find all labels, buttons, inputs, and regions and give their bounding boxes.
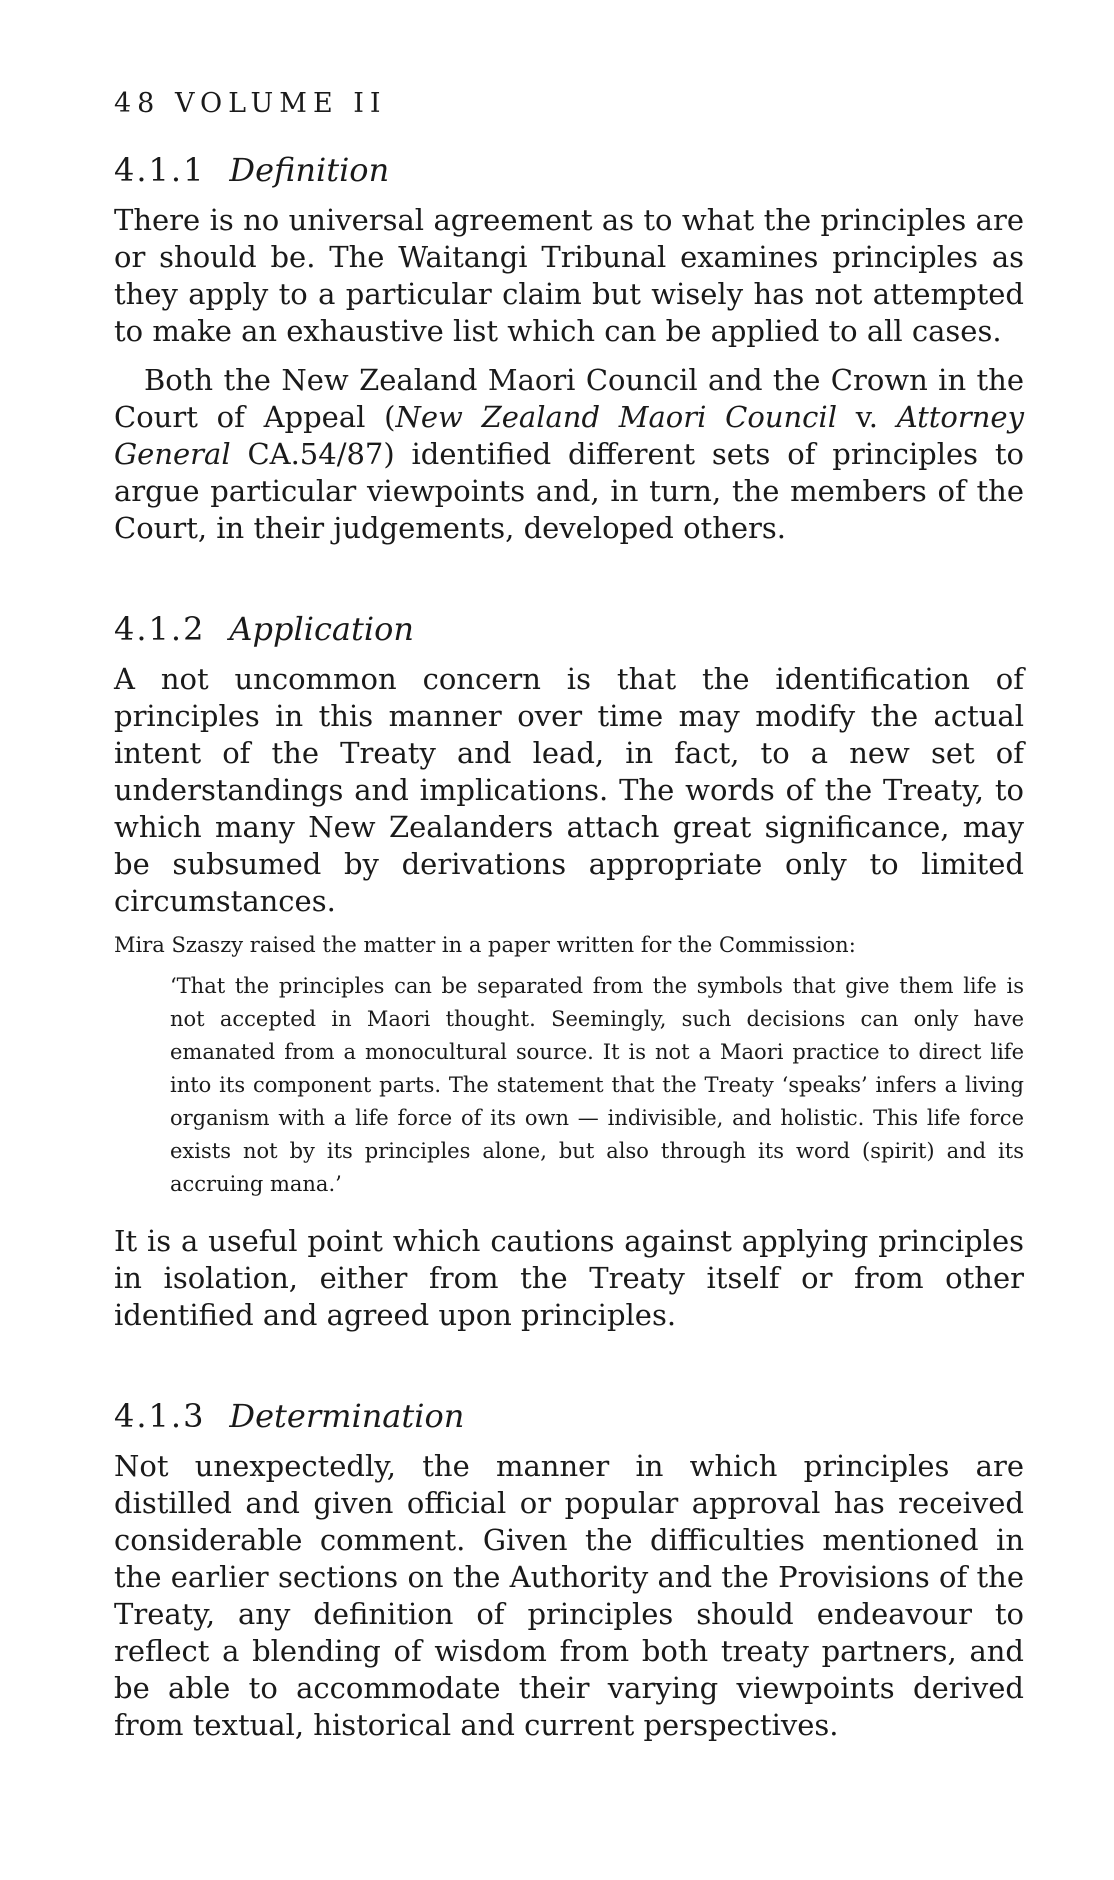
section-number: 4.1.2 [114, 610, 206, 648]
section-heading [114, 150, 1024, 190]
section-number: 4.1.1 [114, 151, 206, 189]
section-heading [114, 609, 1024, 649]
section-heading [114, 1396, 1024, 1436]
section-number: 4.1.3 [114, 1397, 206, 1435]
section-title: Determination [229, 1397, 465, 1435]
section-determination [114, 1396, 1024, 1744]
paragraph: There is no universal agreement as to what the principles are or should be. The Waitangi Tribunal examines principles as they apply to a particular claim but wisely has not attempted to make an exhaustive list which can be applied to all cases. [114, 203, 1024, 348]
section-application [114, 609, 1024, 1334]
section-definition [114, 150, 1024, 547]
paragraph-case-citation [114, 362, 1024, 547]
quote-intro: Mira Szaszy raised the matter in a paper written for the Commission: [114, 933, 856, 957]
paragraph: Not unexpectedly, the manner in which principles are distilled and given official or popular approval has received considerable comment. Given the difficulties mentioned in the earlier sections on the Authority and the Provisions of the Treaty, any definition of principles should endeavour to reflect a blending of wisdom from both treaty partners, and be able to accommodate their varying viewpoints derived from textual, historical and current perspectives. [114, 1449, 1024, 1742]
running-head: 48 VOLUME II [114, 88, 387, 119]
section-title: Application [229, 610, 414, 648]
case-party-a: New Zealand Maori Council [395, 400, 837, 434]
case-versus: v. [836, 400, 897, 434]
case-party-b: Attorney General [114, 400, 1024, 471]
block-quote: ‘That the principles can be separated from the symbols that give them life is not accepted in Maori thought. Seemingly, such decisions can only have emanated from a monocultural source. It is not a Maori practice to direct life into its component parts. The statement that the Treaty ‘speaks’ infers a living organism with a life force of its own — indivisible, and holistic. This life force exists not by its principles alone, but also through its word (spirit) and its accruing mana.’ [170, 974, 1024, 1196]
paragraph-text: Both the New Zealand Maori Council and the Crown in the Court of Appeal ( [114, 363, 1024, 434]
section-title: Definition [229, 151, 390, 189]
paragraph: It is a useful point which cautions against applying principles in isolation, either from the Treaty itself or from other identified and agreed upon principles. [114, 1224, 1024, 1332]
paragraph-text: CA.54/87) identified different sets of principles to argue particular viewpoints and, in turn, the members of the Court, in their judgements, developed others. [114, 437, 1024, 545]
paragraph: A not uncommon concern is that the identification of principles in this manner over time may modify the actual intent of the Treaty and lead, in fact, to a new set of understandings and implications. The words of the Treaty, to which many New Zealanders attach great significance, may be subsumed by derivations appropriate only to limited circumstances. [114, 662, 1024, 918]
document-page [114, 86, 1024, 1744]
